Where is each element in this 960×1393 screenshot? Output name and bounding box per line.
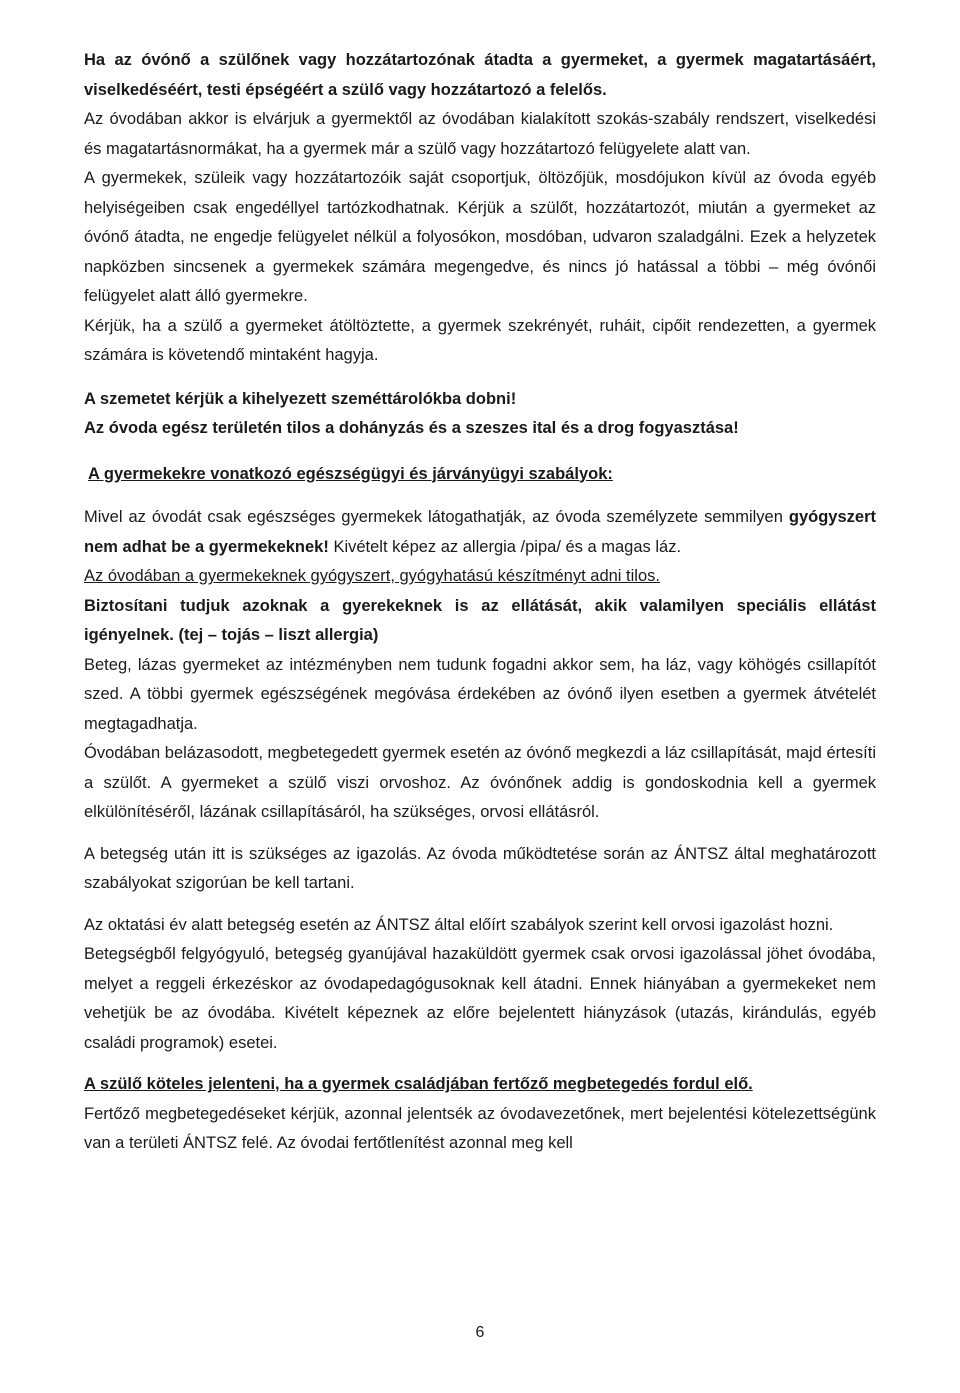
responsibility-paragraph: Ha az óvónő a szülőnek vagy hozzátartozónak átadta a gyermeket, a gyermek magatartásáért, viselkedéséért, testi épségéért a szülő vagy hozzátartozó a felelős.: [84, 51, 876, 99]
wardrobe-paragraph: Kérjük, ha a szülő a gyermeket átöltöztette, a gyermek szekrényét, ruháit, cipőit rendezetten, a gyermek számára is követendő mintaként hagyja.: [84, 316, 876, 364]
premises-paragraph: A gyermekek, szüleik vagy hozzátartozóik saját csoportjuk, öltözőjük, mosdójukon kívül az óvoda egyéb helyiségeiben csak engedéllyel tartózkodhatnak. Kérjük a szülőt, hozzátartozót, miután a gyermeket az óvónő átadta, ne engedje felügyelet nélkül a folyosókon, mosdóban, udvaron szaladgálni. Ezek a helyzetek napközben sincsenek a gyermekek számára megengedve, és nincs jó hatással a többi – még óvónői felügyelet alatt álló gyermekre.: [84, 169, 876, 305]
trash-rule: A szemetet kérjük a kihelyezett szeméttárolókba dobni!: [84, 389, 517, 408]
medication-paragraph: [84, 503, 876, 562]
allergy-paragraph: Biztosítani tudjuk azoknak a gyerekeknek is az ellátását, akik valamilyen speciális ellátást igényelnek. (tej – tojás – liszt allergia): [84, 596, 876, 644]
certificate-paragraph: A betegség után itt is szükséges az igazolás. Az óvoda működtetése során az ÁNTSZ által meghatározott szabályokat szigorúan be kell tartani.: [84, 844, 876, 892]
document-page: [84, 46, 876, 1159]
medication-bold-text: gyógyszert nem adhat be a gyermekeknek!: [84, 508, 876, 556]
medication-text: Mivel az óvodát csak egészséges gyermekek látogathatják, az óvoda személyzete semmilyen: [84, 508, 789, 526]
smoking-rule: Az óvoda egész területén tilos a dohányzás és a szeszes ital és a drog fogyasztása!: [84, 419, 739, 437]
page-number: 6: [475, 1324, 485, 1341]
health-section-heading: A gyermekekre vonatkozó egészségügyi és járványügyi szabályok:: [88, 464, 613, 483]
reporting-obligation: A szülő köteles jelenteni, ha a gyermek családjában fertőző megbetegedés fordul elő.: [84, 1075, 753, 1093]
expectations-paragraph: Az óvodában akkor is elvárjuk a gyermektől az óvodában kialakított szokás-szabály rendszert, viselkedési és magatartásnormákat, ha a gyermek már a szülő vagy hozzátartozó felügyelete alatt van.: [84, 110, 876, 158]
infectious-disease-paragraph: Fertőző megbetegedéseket kérjük, azonnal jelentsék az óvodavezetőnek, mert bejelentési kötelezettségünk van a területi ÁNTSZ felé. Az óvodai fertőtlenítést azonnal meg kell: [84, 1104, 876, 1152]
medication-exception-text: Kivételt képez az allergia /pipa/ és a magas láz.: [328, 537, 682, 556]
medication-ban: Az óvodában a gyermekeknek gyógyszert, gyógyhatású készítményt adni tilos.: [84, 567, 660, 585]
fever-paragraph: Óvodában belázasodott, megbetegedett gyermek esetén az óvónő megkezdi a láz csillapítását, majd értesíti a szülőt. A gyermeket a szülő viszi orvoshoz. Az óvónőnek addig is gondoskodnia kell a gyermek elkülönítéséről, lázának csillapításáról, ha szükséges, orvosi ellátásról.: [84, 744, 876, 821]
recovery-paragraph: Betegségből felgyógyuló, betegség gyanújával hazaküldött gyermek csak orvosi igazolással jöhet óvodába, melyet a reggeli érkezéskor az óvodapedagógusoknak kell átadni. Ennek hiányában a gyermekeket nem vehetjük be az óvodába. Kivételt képeznek az előre bejelentett hiányzások (utazás, kirándulás, egyéb családi programok) esetei.: [84, 945, 876, 1052]
sick-child-paragraph: Beteg, lázas gyermeket az intézményben nem tudunk fogadni akkor sem, ha láz, vagy köhögés csillapítót szed. A többi gyermek egészségének megóvása érdekében az óvónő ilyen esetben a gyermek átvételét megtagadhatja.: [84, 655, 876, 733]
school-year-paragraph: Az oktatási év alatt betegség esetén az ÁNTSZ által előírt szabályok szerint kell orvosi igazolást hozni.: [84, 915, 834, 934]
